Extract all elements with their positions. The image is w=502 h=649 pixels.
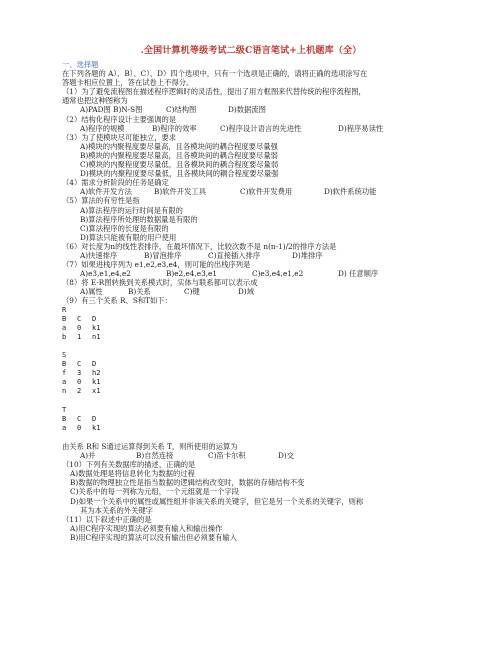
document-body xyxy=(62,60,472,542)
table-cell: 2 xyxy=(77,387,82,396)
option: C)模块的内聚程度要尽量低，且各模块间的耦合程度要尽量弱 xyxy=(80,160,279,170)
option: B)冒泡排序 xyxy=(144,250,182,260)
section-heading: 一、选择题 xyxy=(62,60,99,69)
table-header-cell: C xyxy=(77,360,82,369)
question-7: （7）如果进栈序列为 e1,e2,e3,e4，则可能的出栈序列是 xyxy=(62,260,251,270)
table-row xyxy=(62,369,472,378)
option: C)直接插入排序 xyxy=(208,250,261,260)
table-cell: 0 xyxy=(77,423,82,432)
question-4: （4）需求分析阶段的任务是确定 xyxy=(62,178,169,188)
question-8: （8）将 E-R图转换到关系模式时，实体与联系都可以表示成 xyxy=(62,278,258,288)
question-6: （6）对长度为n的线性表排序，在最坏情况下，比较次数不是 n(n-1)/2的排序方法是 xyxy=(62,241,337,251)
question-9: （9）有三个关系 R、S和T如下： xyxy=(62,296,172,306)
option: A)用C程序实现的算法必须要有输入和输出操作 xyxy=(70,523,223,533)
table-s-name: S xyxy=(62,351,67,359)
table-row xyxy=(62,387,472,396)
table-header-cell: D xyxy=(92,314,97,323)
question-11: （11）以下叙述中正确的是 xyxy=(62,514,152,524)
table-cell: k1 xyxy=(92,323,101,332)
table-header-cell: C xyxy=(77,414,82,423)
option: A)程序的规模 xyxy=(80,123,125,133)
table-t-name: T xyxy=(62,405,67,414)
option: D)域 xyxy=(238,287,254,297)
option: B)模块的内聚程度要尽量高，且各模块间的耦合程度要尽量弱 xyxy=(80,150,278,160)
option: B)关系 xyxy=(128,287,151,297)
option: D)模块的内聚程度要尽量低，且各模块间的耦合程度要尽量强 xyxy=(80,169,279,179)
question-1-options xyxy=(62,105,472,114)
table-cell: a xyxy=(62,378,67,387)
question-10: （10）下列有关数据库的描述，正确的是 xyxy=(62,460,196,470)
question-1-cont: 通常也把这种图称为 xyxy=(62,96,128,106)
table-cell: b xyxy=(62,332,67,341)
option: C)软件开发费用 xyxy=(240,187,293,197)
option: B)数据的物理独立性是指当数据的逻辑结构改变时，数据的存储结构不变 xyxy=(70,478,305,488)
option: B)算法程序所处理的数据量是有限的 xyxy=(80,214,198,224)
table-cell: x1 xyxy=(92,387,101,396)
option: B)用C程序实现的算法可以没有输出但必须要有输入 xyxy=(70,532,238,542)
option: D)数据流图 xyxy=(228,105,266,115)
table-t-header xyxy=(62,415,472,424)
table-header-cell: D xyxy=(92,414,97,423)
option: D)堆排序 xyxy=(292,250,323,260)
table-cell: 0 xyxy=(77,323,82,332)
table-r-name: R xyxy=(62,305,67,314)
table-cell: a xyxy=(62,423,67,432)
question-2-options xyxy=(62,124,472,133)
question-4-options xyxy=(62,187,472,196)
option: D)程序易读性 xyxy=(338,123,384,133)
question-1: （1）为了避免流程图在描述程序逻辑时的灵活性，提出了用方框图来代替传统的程序流程图， xyxy=(62,87,366,97)
option: C)关系中的每一列称为元组，一个元组就是一个字段 xyxy=(70,487,239,497)
question-6-options xyxy=(62,251,472,260)
option: A)模块的内聚程度要尽量高，且各模块间的耦合程度要尽量强 xyxy=(80,141,278,151)
table-cell: 1 xyxy=(77,332,82,341)
option: D)软件系统功能 xyxy=(324,187,377,197)
question-8-options xyxy=(62,287,472,296)
question-9-cont: 由关系 R和 S通过运算得到关系 T，则所使用的运算为 xyxy=(62,441,238,451)
option: A)算法程序的运行时间是有限的 xyxy=(80,205,183,215)
option: A)PAD图 B)N-S图 xyxy=(80,105,143,115)
question-3: （3）为了使模块尽可能独立，要求 xyxy=(62,132,177,142)
table-cell: f xyxy=(62,369,67,378)
option: C)程序设计语言的先进性 xyxy=(220,123,302,133)
question-2: （2）结构化程序设计主要强调的是 xyxy=(62,114,177,124)
table-r-header xyxy=(62,315,472,324)
option: B)自然连接 xyxy=(136,451,174,461)
option: D) 任意顺序 xyxy=(338,269,379,279)
option: B)程序的效率 xyxy=(152,123,197,133)
document-title: .全国计算机等级考试二级C语言笔试+上机题库（全） xyxy=(140,46,362,56)
table-header-cell: D xyxy=(92,360,97,369)
option: C)键 xyxy=(184,287,200,297)
table-header-cell: B xyxy=(62,414,67,423)
table-cell: h2 xyxy=(92,369,101,378)
option: A)e3,e1,e4,e2 xyxy=(80,269,131,279)
option: A)数据处理是将信息转化为数据的过程 xyxy=(70,469,195,479)
intro-line: 答题卡相应位置上，答在试卷上不得分。 xyxy=(62,78,194,88)
option: A)软件开发方法 xyxy=(80,187,132,197)
option: D)如果一个关系中的属性或属性组并非该关系的关键字，但它是另一个关系的关键字，则称 xyxy=(70,496,364,506)
option: A)属性 xyxy=(80,287,103,297)
option: D)算法只能被有限的用户使用 xyxy=(80,232,177,242)
table-cell: n xyxy=(62,387,67,396)
option: D)交 xyxy=(278,451,294,461)
intro-line: 在下列各题的 A）、B）、C）、D）四个选项中，只有一个选项是正确的，请将正确的选项涂写在 xyxy=(62,69,368,79)
question-7-options xyxy=(62,269,472,278)
option: A)并 xyxy=(80,451,96,461)
table-header-cell: C xyxy=(77,314,82,323)
option: C)结构图 xyxy=(166,105,197,115)
table-row xyxy=(62,424,472,433)
option: B)软件开发工具 xyxy=(154,187,206,197)
table-cell: 0 xyxy=(77,378,82,387)
table-cell: 3 xyxy=(77,369,82,378)
option: A)快速排序 xyxy=(80,250,118,260)
question-9-options xyxy=(62,451,472,460)
table-row xyxy=(62,324,472,333)
option-cont: 其为本关系的外关键字 xyxy=(80,505,153,515)
table-cell: k1 xyxy=(92,423,101,432)
question-5: （5）算法的有穷性是指 xyxy=(62,196,140,206)
option: B)e2,e4,e3,e1 xyxy=(166,269,218,279)
option: C)e3,e4,e1,e2 xyxy=(252,269,304,279)
option: C)算法程序的长度是有限的 xyxy=(80,223,169,233)
table-cell: n1 xyxy=(92,332,101,341)
table-row xyxy=(62,378,472,387)
table-cell: a xyxy=(62,323,67,332)
table-row xyxy=(62,333,472,342)
table-header-cell: B xyxy=(62,360,67,369)
option: C)笛卡尔积 xyxy=(208,451,246,461)
table-cell: k1 xyxy=(92,378,101,387)
table-s-header xyxy=(62,360,472,369)
table-header-cell: B xyxy=(62,314,67,323)
